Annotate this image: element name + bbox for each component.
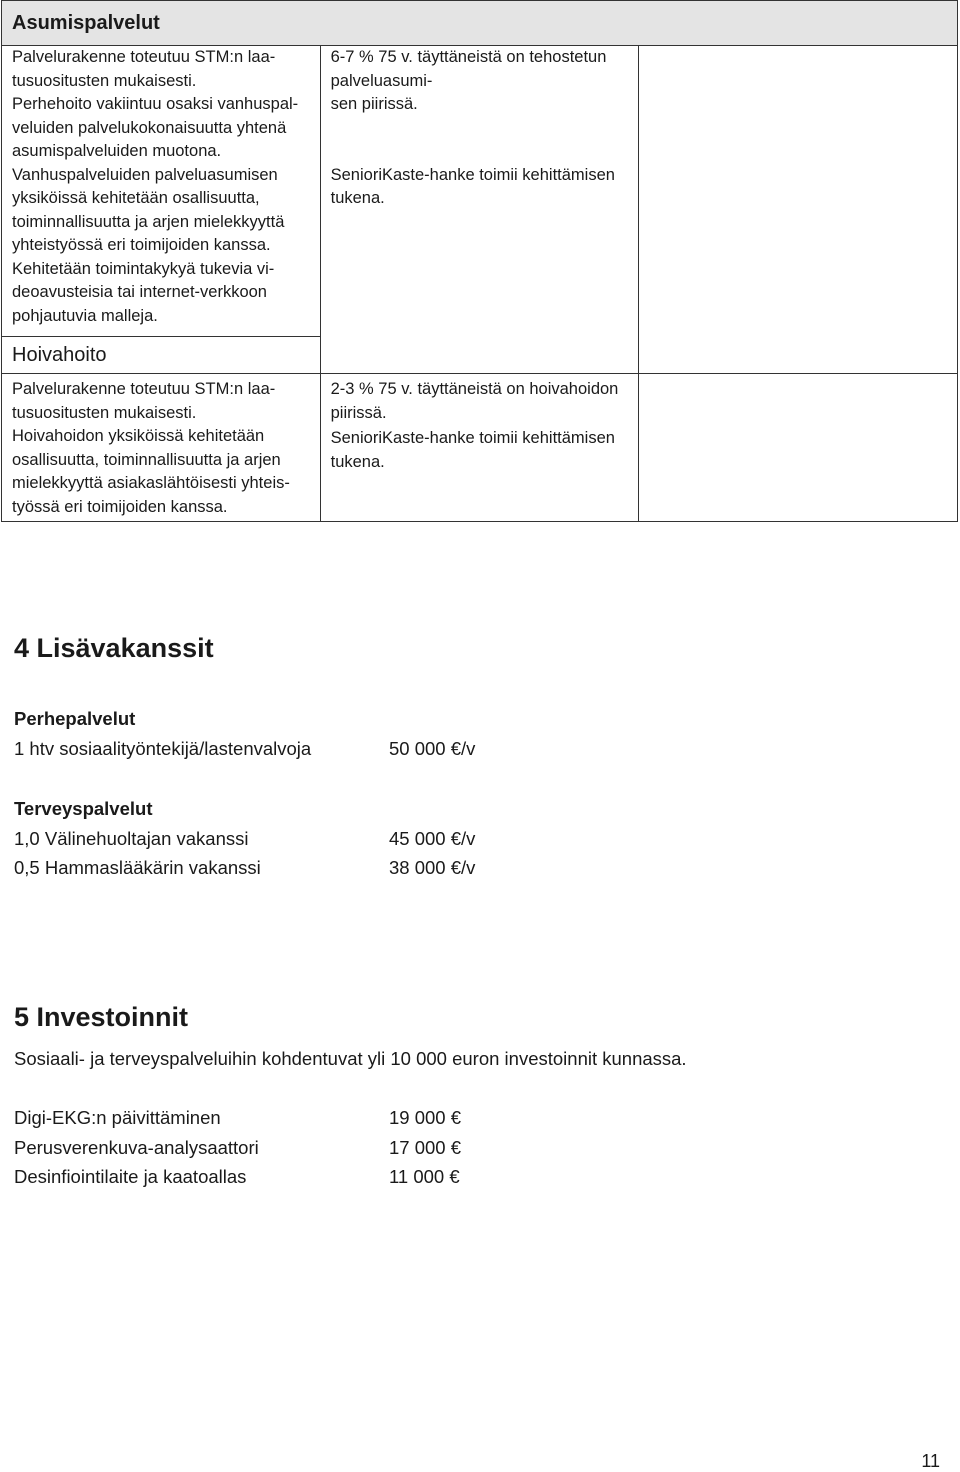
hoiva-line: Palvelurakenne toteutuu STM:n laa- (12, 380, 276, 398)
asumis-line: Kehitetään toimintakykyä tukevia vi- (12, 259, 275, 278)
asumis-line: Vanhuspalveluiden palveluasumisen (12, 165, 278, 184)
asumis-line: veluiden palvelukokonaisuutta yhtenä (12, 118, 287, 137)
asumis-line: pohjautuvia malleja. (12, 306, 158, 325)
asumispalvelut-header-cell (2, 1, 958, 46)
page-number: 11 (921, 1451, 940, 1471)
asumis-line: deoavusteisia tai internet-verkkoon (12, 283, 267, 301)
investoinnit-intro: Sosiaali- ja terveyspalveluihin kohdentuvat yli 10 000 euron investoinnit kunnassa. (14, 1048, 687, 1069)
hoiva-goals-cell (2, 374, 321, 522)
hoivahoito-header: Hoivahoito (12, 344, 107, 366)
asumis-line: tusuositusten mukaisesti. (12, 71, 197, 90)
asumis-indicators-cell (320, 46, 639, 374)
perhe-item-label: 1 htv sosiaalityöntekijä/lastenvalvoja (14, 738, 312, 759)
hoivahoito-header-cell (2, 337, 321, 374)
hoiva-indicator-kaste: SenioriKaste-hanke toimii kehittämisen tukena. (330, 429, 615, 471)
lisavakanssit-heading: 4 Lisävakanssit (14, 633, 214, 663)
asumis-indicator-kaste: SenioriKaste-hanke toimii kehittämisen tukena. (330, 165, 615, 207)
hoiva-line: työssä eri toimijoiden kanssa. (12, 497, 228, 516)
asumis-line: yhteistyössä eri toimijoiden kanssa. (12, 236, 271, 254)
investment-item-label: Digi-EKG:n päivittäminen (14, 1107, 221, 1128)
asumis-line: Perhehoito vakiintuu osaksi vanhuspal- (12, 95, 299, 113)
terveys-item-value: 45 000 €/v (389, 828, 476, 849)
hoiva-line: osallisuutta, toiminnallisuutta ja arjen (12, 450, 281, 469)
asumispalvelut-header: Asumispalvelut (12, 12, 160, 34)
investment-item-label: Perusverenkuva-analysaattori (14, 1137, 259, 1158)
investment-item-value: 17 000 € (389, 1137, 462, 1158)
perhepalvelut-heading: Perhepalvelut (14, 708, 136, 729)
hoiva-line: mielekkyyttä asiakaslähtöisesti yhteis- (12, 474, 290, 492)
investment-item-value: 19 000 € (389, 1107, 462, 1128)
hoiva-line: tusuositusten mukaisesti. (12, 403, 197, 422)
asumis-line: yksiköissä kehitetään osallisuutta, (12, 189, 260, 207)
hoiva-line: Hoivahoidon yksiköissä kehitetään (12, 427, 265, 445)
investment-item-value: 11 000 € (389, 1166, 460, 1187)
asumis-indicator-line: sen piirissä. (330, 95, 418, 113)
services-table (1, 0, 958, 522)
asumis-line: Palvelurakenne toteutuu STM:n laa- (12, 48, 276, 66)
asumis-line: toiminnallisuutta ja arjen mielekkyyttä (12, 212, 285, 231)
asumis-line: asumispalveluiden muotona. (12, 142, 222, 160)
terveys-item-label: 0,5 Hammaslääkärin vakanssi (14, 857, 261, 878)
asumis-goals-cell (2, 46, 321, 337)
hoiva-indicators-cell (320, 374, 639, 522)
hoiva-indicator-line: 2-3 % 75 v. täyttäneistä on hoivahoidon piirissä. (330, 380, 619, 422)
terveys-item-value: 38 000 €/v (389, 857, 476, 878)
terveys-item-label: 1,0 Välinehuoltajan vakanssi (14, 828, 249, 849)
investoinnit-heading: 5 Investoinnit (14, 1002, 189, 1032)
asumis-empty-cell (639, 46, 958, 374)
investment-item-label: Desinfiointilaite ja kaatoallas (14, 1166, 247, 1187)
perhe-item-value: 50 000 €/v (389, 738, 476, 759)
terveyspalvelut-heading: Terveyspalvelut (14, 798, 153, 819)
asumis-indicator-line: 6-7 % 75 v. täyttäneistä on tehostetun palveluasumi- (330, 48, 607, 90)
hoiva-empty-cell (639, 374, 958, 522)
